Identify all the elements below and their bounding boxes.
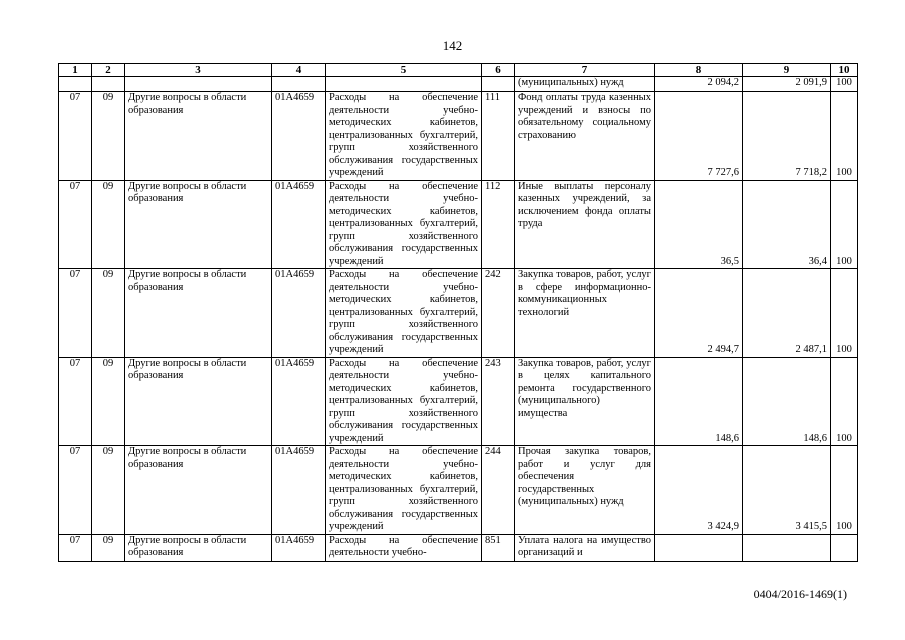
table-row <box>59 446 858 535</box>
planned-amount-cell: 2 494,7 <box>655 269 743 358</box>
planned-amount-cell <box>655 534 743 561</box>
planned-amount-cell: 36,5 <box>655 180 743 269</box>
percent-cell: 100 <box>831 92 858 181</box>
item-name-cell: Расходы на обеспечение деятельности учебно-методических кабинетов, централизованных бухгалтерий, групп хозяйственного обслуживания государственных учреждений <box>326 92 482 181</box>
target-item-cell: 01А4659 <box>272 180 326 269</box>
header-cell: 6 <box>482 64 515 77</box>
header-cell: 3 <box>125 64 272 77</box>
actual-amount-cell: 2 091,9 <box>743 77 831 92</box>
table-row <box>59 92 858 181</box>
item-name-cell: Расходы на обеспечение деятельности учебно-методических кабинетов, централизованных бухгалтерий, групп хозяйственного обслуживания государственных учреждений <box>326 357 482 446</box>
expense-code-cell: 244 <box>482 446 515 535</box>
section-cell: 07 <box>59 446 92 535</box>
item-name-cell: Расходы на обеспечение деятельности учебно-методических кабинетов, централизованных бухгалтерий, групп хозяйственного обслуживания государственных учреждений <box>326 269 482 358</box>
actual-amount-cell: 36,4 <box>743 180 831 269</box>
header-cell: 8 <box>655 64 743 77</box>
expense-type-cell: Закупка товаров, работ, услуг в сфере информационно-коммуникационных технологий <box>515 269 655 358</box>
continuation-row <box>59 77 858 92</box>
document-code: 0404/2016-1469(1) <box>753 587 847 601</box>
percent-cell: 100 <box>831 269 858 358</box>
subsection-cell: 09 <box>92 269 125 358</box>
table-row <box>59 180 858 269</box>
target-item-cell: 01А4659 <box>272 92 326 181</box>
page-number: 142 <box>442 38 463 53</box>
subsection-cell: 09 <box>92 446 125 535</box>
actual-amount-cell <box>743 534 831 561</box>
actual-amount-cell: 3 415,5 <box>743 446 831 535</box>
planned-amount-cell: 3 424,9 <box>655 446 743 535</box>
table-row <box>59 534 858 561</box>
header-cell: 9 <box>743 64 831 77</box>
actual-amount-cell: 2 487,1 <box>743 269 831 358</box>
section-cell: 07 <box>59 357 92 446</box>
actual-amount-cell: 148,6 <box>743 357 831 446</box>
percent-cell <box>831 534 858 561</box>
header-cell: 4 <box>272 64 326 77</box>
planned-amount-cell: 7 727,6 <box>655 92 743 181</box>
subsection-cell: 09 <box>92 92 125 181</box>
expense-code-cell: 243 <box>482 357 515 446</box>
subsection-cell: 09 <box>92 357 125 446</box>
table-row <box>59 357 858 446</box>
target-item-cell: 01А4659 <box>272 269 326 358</box>
expense-code-cell: 111 <box>482 92 515 181</box>
target-item-cell: 01А4659 <box>272 446 326 535</box>
target-item-cell: 01А4659 <box>272 534 326 561</box>
header-cell: 5 <box>326 64 482 77</box>
item-name-cell: Расходы на обеспечение деятельности учебно-методических кабинетов, централизованных бухгалтерий, групп хозяйственного обслуживания государственных учреждений <box>326 180 482 269</box>
percent-cell: 100 <box>831 77 858 92</box>
header-row <box>59 64 858 77</box>
planned-amount-cell: 2 094,2 <box>655 77 743 92</box>
table-row <box>59 269 858 358</box>
expense-type-cell: Уплата налога на имущество организаций и <box>515 534 655 561</box>
percent-cell: 100 <box>831 357 858 446</box>
actual-amount-cell: 7 718,2 <box>743 92 831 181</box>
header-cell: 10 <box>831 64 858 77</box>
expense-type-cell: Иные выплаты персоналу казенных учреждений, за исключением фонда оплаты труда <box>515 180 655 269</box>
header-cell: 7 <box>515 64 655 77</box>
expense-type-cell: Закупка товаров, работ, услуг в целях капитального ремонта государственного (муниципального) имущества <box>515 357 655 446</box>
section-name-cell: Другие вопросы в области образования <box>125 534 272 561</box>
expense-code-cell: 851 <box>482 534 515 561</box>
budget-table <box>58 63 858 562</box>
expense-code-cell: 242 <box>482 269 515 358</box>
expense-type-cell: Фонд оплаты труда казенных учреждений и взносы по обязательному социальному страхованию <box>515 92 655 181</box>
section-name-cell: Другие вопросы в области образования <box>125 269 272 358</box>
section-name-cell: Другие вопросы в области образования <box>125 357 272 446</box>
percent-cell: 100 <box>831 180 858 269</box>
section-name-cell: Другие вопросы в области образования <box>125 92 272 181</box>
section-cell: 07 <box>59 180 92 269</box>
section-name-cell: Другие вопросы в области образования <box>125 180 272 269</box>
section-cell: 07 <box>59 92 92 181</box>
section-cell: 07 <box>59 534 92 561</box>
header-cell: 2 <box>92 64 125 77</box>
item-name-cell: Расходы на обеспечение деятельности учебно-методических кабинетов, централизованных бухгалтерий, групп хозяйственного обслуживания государственных учреждений <box>326 446 482 535</box>
subsection-cell: 09 <box>92 534 125 561</box>
item-name-cell: Расходы на обеспечение деятельности учебно- <box>326 534 482 561</box>
header-cell: 1 <box>59 64 92 77</box>
subsection-cell: 09 <box>92 180 125 269</box>
section-cell: 07 <box>59 269 92 358</box>
expense-code-cell: 112 <box>482 180 515 269</box>
percent-cell: 100 <box>831 446 858 535</box>
planned-amount-cell: 148,6 <box>655 357 743 446</box>
target-item-cell: 01А4659 <box>272 357 326 446</box>
expense-type-cell: (муниципальных) нужд <box>515 77 655 92</box>
expense-type-cell: Прочая закупка товаров, работ и услуг для обеспечения государственных (муниципальных) нужд <box>515 446 655 535</box>
section-name-cell: Другие вопросы в области образования <box>125 446 272 535</box>
